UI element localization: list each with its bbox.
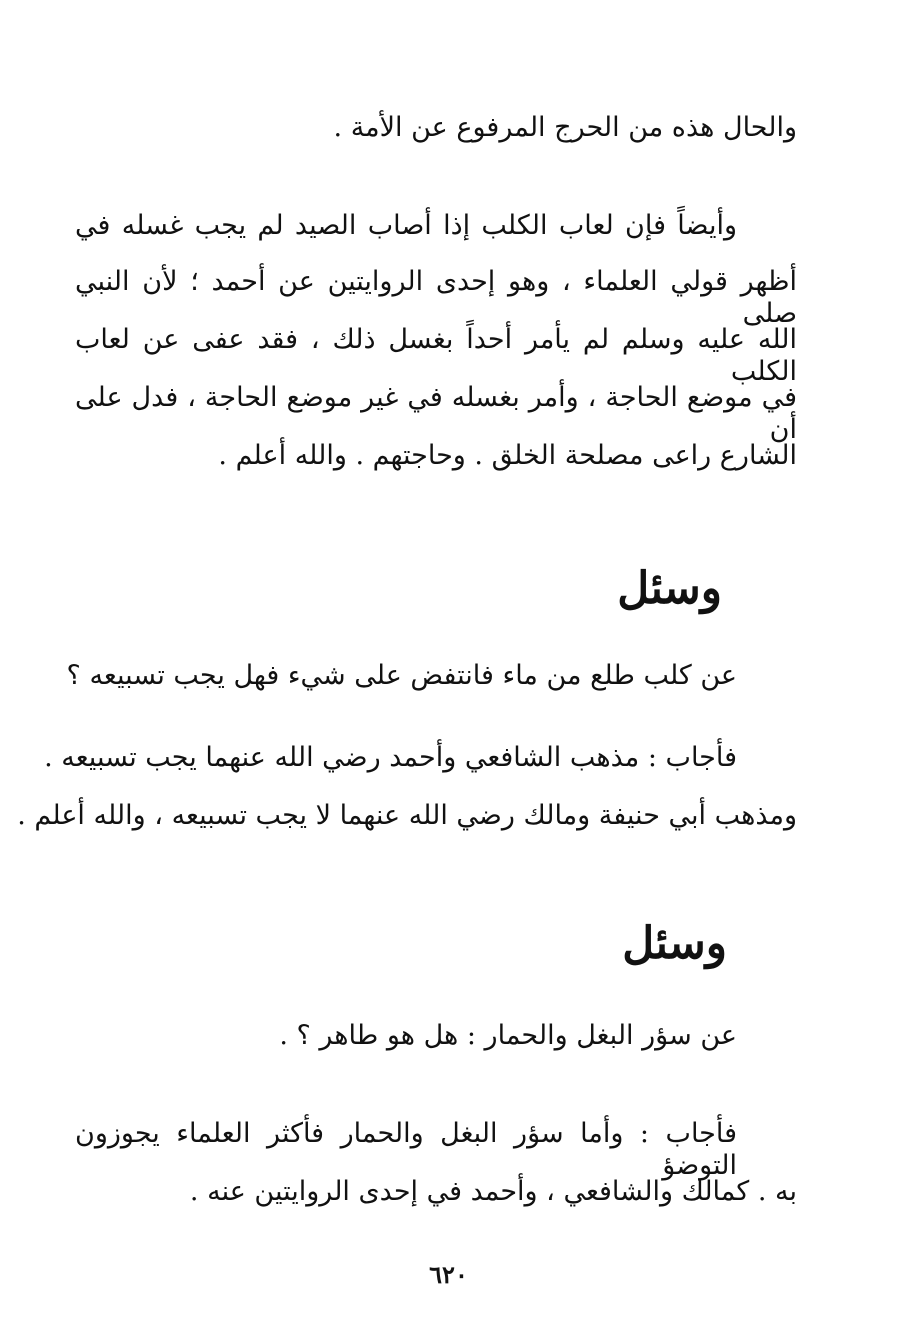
answer1-line-1: فأجاب : مذهب الشافعي وأحمد رضي الله عنهما يجب تسبيعه . xyxy=(44,742,737,773)
section-heading-1: وسئل xyxy=(617,563,722,614)
top-line: والحال هذه من الحرج المرفوع عن الأمة . xyxy=(333,112,797,143)
answer2-line-2: به . كمالك والشافعي ، وأحمد في إحدى الروايتين عنه . xyxy=(189,1176,797,1207)
paragraph1-line-1: وأيضاً فإن لعاب الكلب إذا أصاب الصيد لم يجب غسله في xyxy=(75,210,737,241)
page-number: ٦٢٠ xyxy=(429,1260,468,1289)
paragraph1-line-4: في موضع الحاجة ، وأمر بغسله في غير موضع الحاجة ، فدل على أن xyxy=(75,382,797,446)
question-1: عن كلب طلع من ماء فانتفض على شيء فهل يجب تسبيعه ؟ xyxy=(66,660,737,691)
paragraph1-line-2: أظهر قولي العلماء ، وهو إحدى الروايتين عن أحمد ؛ لأن النبي صلى xyxy=(75,266,797,330)
question-2: عن سؤر البغل والحمار : هل هو طاهر ؟ . xyxy=(279,1020,737,1051)
paragraph1-line-3: الله عليه وسلم لم يأمر أحداً بغسل ذلك ، فقد عفى عن لعاب الكلب xyxy=(75,324,797,388)
section-heading-2: وسئل xyxy=(622,918,727,969)
paragraph1-line-5: الشارع راعى مصلحة الخلق . وحاجتهم . والله أعلم . xyxy=(218,440,797,471)
answer2-line-1: فأجاب : وأما سؤر البغل والحمار فأكثر العلماء يجوزون التوضؤ xyxy=(75,1118,737,1182)
answer1-line-2: ومذهب أبي حنيفة ومالك رضي الله عنهما لا يجب تسبيعه ، والله أعلم . xyxy=(17,800,797,831)
